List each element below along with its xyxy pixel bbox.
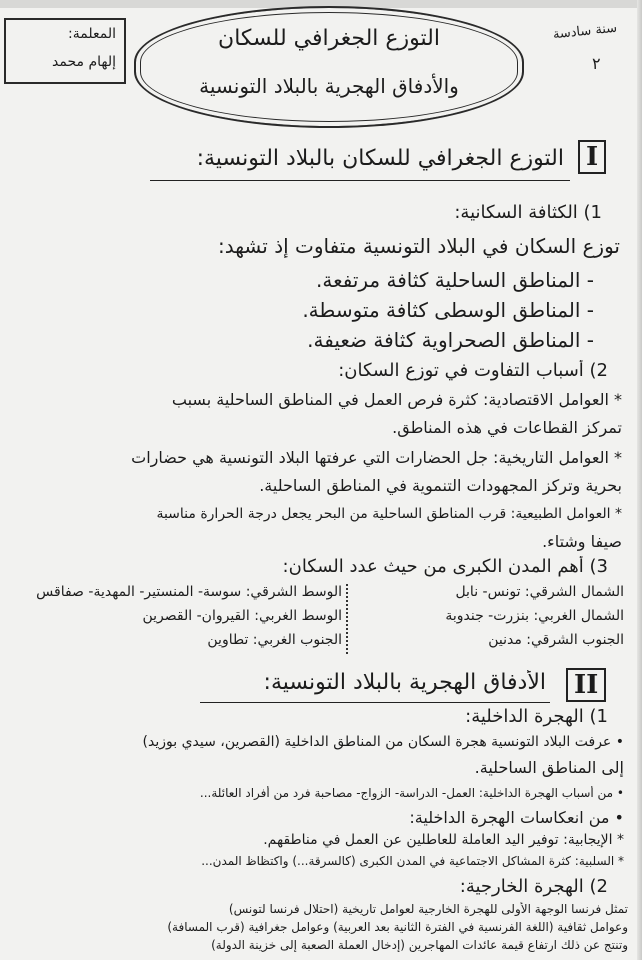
cities-southwest: الجنوب الغربي: تطاوين xyxy=(207,632,342,648)
external-heading: 2) الهجرة الخارجية: xyxy=(459,876,608,897)
cities-southeast: الجنوب الشرقي: مدنين xyxy=(488,632,624,648)
grade-mark: ٢ xyxy=(592,54,601,73)
cause-natural-cont: صيفا وشتاء. xyxy=(542,532,622,551)
cause-economic: * العوامل الاقتصادية: كثرة فرص العمل في المناطق الساحلية بسبب xyxy=(171,390,622,409)
cause-natural: * العوامل الطبيعية: قرب المناطق الساحلية من البحر يجعل درجة الحرارة مناسبة xyxy=(156,506,622,522)
cities-heading: 3) أهم المدن الكبرى من حيث عدد السكان: xyxy=(282,556,608,577)
internal-heading: 1) الهجرة الداخلية: xyxy=(465,706,608,727)
cities-northeast: الشمال الشرقي: تونس- نابل xyxy=(455,584,624,600)
section2-numeral: II xyxy=(566,668,606,702)
grade-label: سنة سادسة xyxy=(552,20,618,43)
internal-causes: • من أسباب الهجرة الداخلية: العمل- الدراسة- الزواج- مصاحبة فرد من أفراد العائلة... xyxy=(199,786,624,800)
external-line-1: تمثل فرنسا الوجهة الأولى للهجرة الخارجية لعوامل تاريخية (احتلال فرنسا لتونس) xyxy=(228,902,628,916)
density-item-coastal: - المناطق الساحلية كثافة مرتفعة. xyxy=(315,268,594,292)
page-shadow-right xyxy=(637,0,642,960)
lesson-title-line1: التوزع الجغرافي للسكان xyxy=(218,26,440,51)
cities-centerwest: الوسط الغربي: القيروان- القصرين xyxy=(142,608,342,624)
external-line-2: وعوامل ثقافية (اللغة الفرنسية في الفترة الثانية بعد العربية) وعوامل جغرافية (قرب المسافة) xyxy=(167,920,628,934)
section1-underline xyxy=(150,180,570,181)
cities-northwest: الشمال الغربي: بنزرت- جندوبة xyxy=(445,608,624,624)
teacher-name: إلهام محمد xyxy=(52,54,116,70)
lesson-title-line2: والأدفاق الهجرية بالبلاد التونسية xyxy=(199,74,459,98)
cause-historical-cont: بحرية وتركز المجهودات التنموية في المناطق الساحلية. xyxy=(259,476,622,495)
internal-effects-negative: * السلبية: كثرة المشاكل الاجتماعية في المدن الكبرى (كالسرقة...) واكتظاظ المدن... xyxy=(201,854,624,868)
density-heading: 1) الكثافة السكانية: xyxy=(454,202,602,223)
internal-effects-heading: • من انعكاسات الهجرة الداخلية: xyxy=(409,808,624,827)
density-item-central: - المناطق الوسطى كثافة متوسطة. xyxy=(302,298,594,322)
density-intro: توزع السكان في البلاد التونسية متفاوت إذ تشهد: xyxy=(217,234,620,258)
section1-numeral: I xyxy=(578,140,606,174)
cities-centereast: الوسط الشرقي: سوسة- المنستير- المهدية- صفاقس xyxy=(36,584,342,600)
section2-title: الأدفاق الهجرية بالبلاد التونسية: xyxy=(263,670,546,695)
internal-line-2: إلى المناطق الساحلية. xyxy=(474,758,624,777)
title-cloud xyxy=(134,6,524,128)
teacher-label: المعلمة: xyxy=(68,26,116,42)
external-line-3: وتنتج عن ذلك ارتفاع قيمة عائدات المهاجرين (إدخال العملة الصعبة إلى خزينة الدولة) xyxy=(211,938,628,952)
internal-line-1: • عرفت البلاد التونسية هجرة السكان من المناطق الداخلية (القصرين، سيدي بوزيد) xyxy=(142,734,624,750)
internal-effects-positive: * الإيجابية: توفير اليد العاملة للعاطلين عن العمل في مناطقهم. xyxy=(263,832,624,848)
section2-underline xyxy=(200,702,550,703)
teacher-box xyxy=(4,18,126,84)
density-item-desert: - المناطق الصحراوية كثافة ضعيفة. xyxy=(307,328,594,352)
section1-title: التوزع الجغرافي للسكان بالبلاد التونسية: xyxy=(196,146,564,171)
causes-heading: 2) أسباب التفاوت في توزع السكان: xyxy=(338,360,608,381)
cities-column-separator xyxy=(346,584,348,654)
cause-historical: * العوامل التاريخية: جل الحضارات التي عرفتها البلاد التونسية هي حضارات xyxy=(131,448,622,467)
cause-economic-cont: تمركز القطاعات في هذه المناطق. xyxy=(392,418,622,437)
